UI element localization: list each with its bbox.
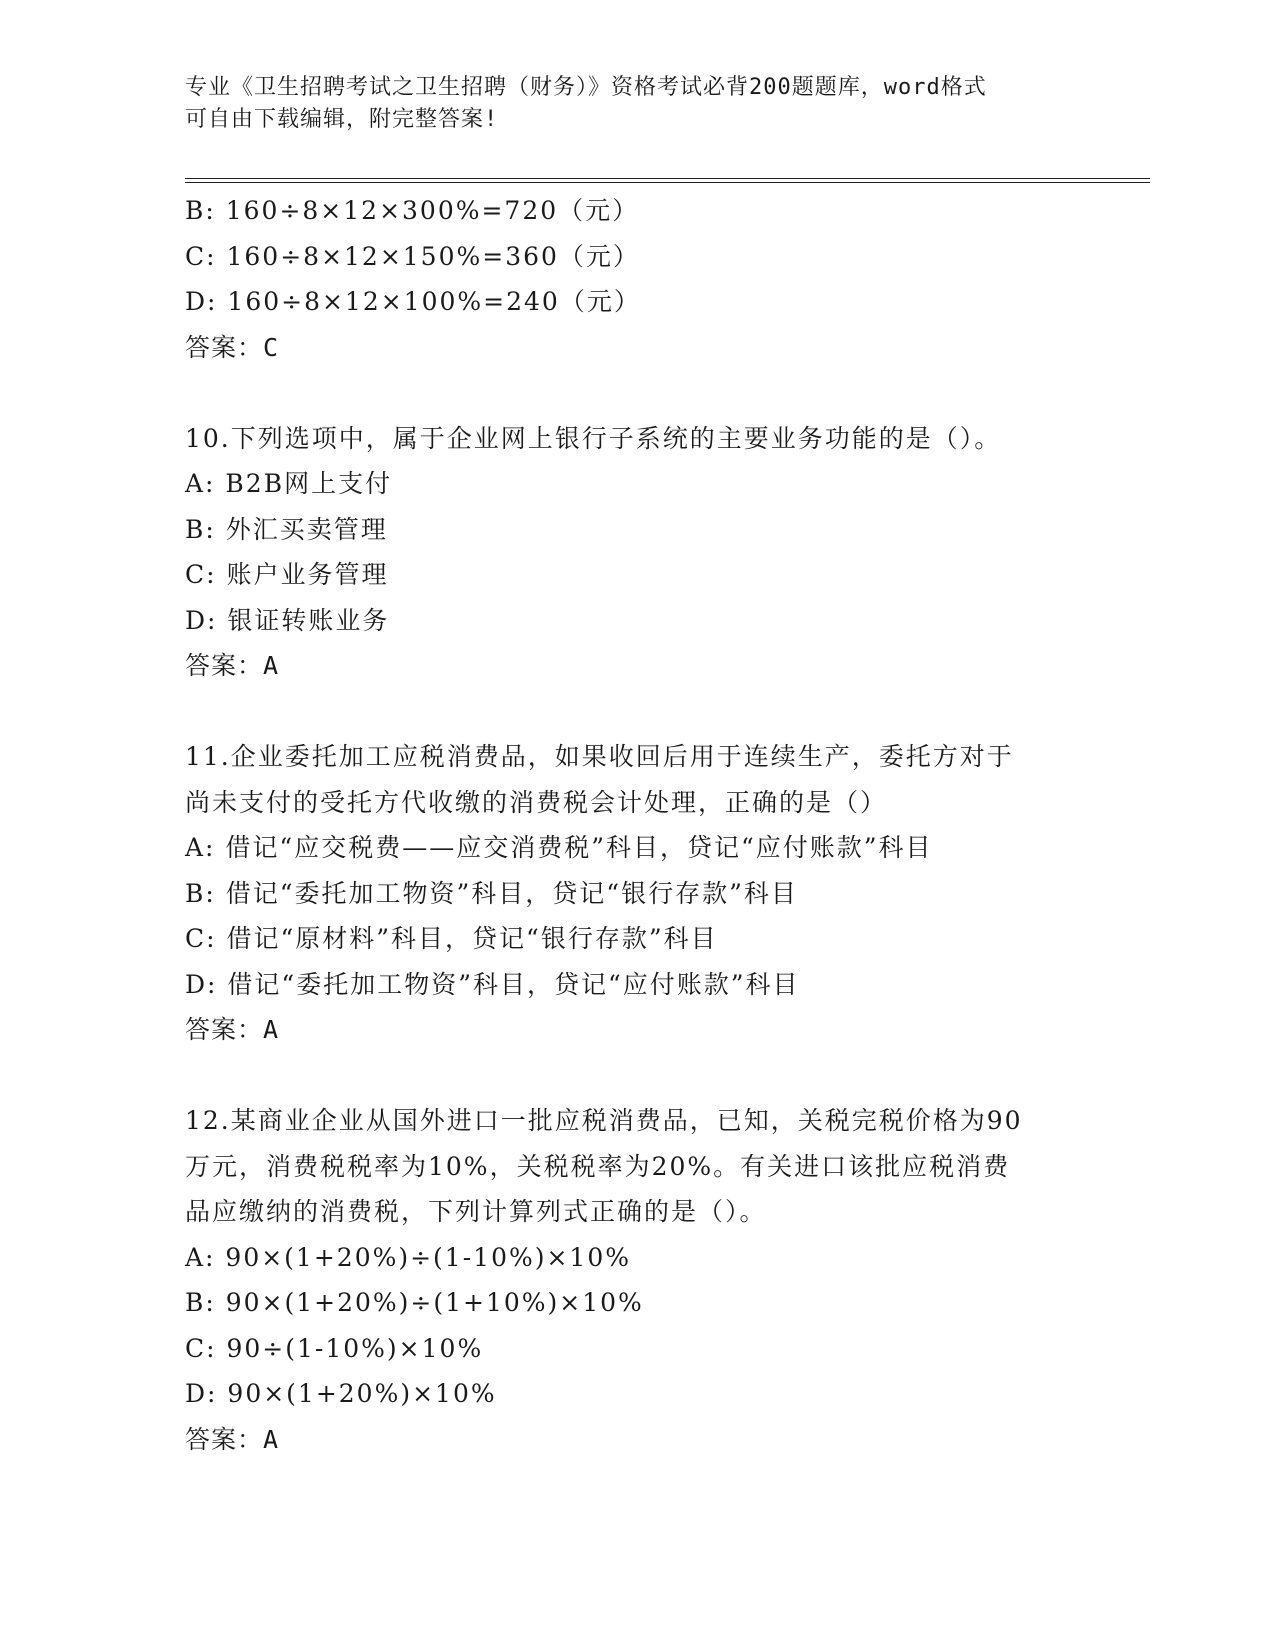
- answer-line: [185, 1007, 1085, 1053]
- option-d: D: 银证转账业务: [185, 605, 390, 635]
- option-d: D: 借记“委托加工物资”科目，贷记“应付账款”科目: [185, 969, 800, 999]
- option-c: C: 160÷8×12×150%=360（元）: [185, 241, 640, 271]
- question-stem: 10.下列选项中，属于企业网上银行子系统的主要业务功能的是（）。: [185, 423, 1002, 453]
- option-c: C: 90÷(1-10%)×10%: [185, 1333, 484, 1363]
- option-a: A: 90×(1+20%)÷(1-10%)×10%: [185, 1242, 631, 1272]
- answer-line: [185, 643, 1085, 689]
- question-block-12: [185, 1098, 1085, 1462]
- answer-label: 答案：: [185, 332, 264, 362]
- header-title-line-1: 专业《卫生招聘考试之卫生招聘（财务）》资格考试必背200题题库，word格式: [185, 75, 987, 100]
- page-header: [185, 72, 1065, 136]
- answer-line: [185, 325, 1085, 371]
- question-block-9: [185, 188, 1085, 370]
- question-block-10: [185, 416, 1085, 689]
- answer-label: 答案：: [185, 651, 264, 680]
- option-b: B: 160÷8×12×300%=720（元）: [185, 196, 640, 225]
- question-block-11: [185, 734, 1085, 1053]
- answer-label: 答案：: [185, 1424, 264, 1454]
- answer-value: A: [263, 651, 280, 680]
- question-stem-line-1: 12.某商业企业从国外进口一批应税消费品，已知，关税完税价格为90: [185, 1106, 1023, 1135]
- option-d: D: 160÷8×12×100%=240（元）: [185, 287, 641, 316]
- answer-label: 答案：: [185, 1015, 264, 1044]
- option-b: B: 外汇买卖管理: [185, 514, 388, 544]
- option-d: D: 90×(1+20%)×10%: [185, 1379, 497, 1408]
- option-c: C: 账户业务管理: [185, 560, 389, 589]
- header-divider: [185, 178, 1150, 183]
- question-stem-line-1: 11.企业委托加工应税消费品，如果收回后用于连续生产，委托方对于: [185, 742, 1014, 771]
- option-b: B: 90×(1+20%)÷(1+10%)×10%: [185, 1288, 644, 1317]
- option-c: C: 借记“原材料”科目，贷记“银行存款”科目: [185, 924, 718, 953]
- question-content: [185, 188, 1085, 1462]
- question-stem-line-2: 尚未支付的受托方代收缴的消费税会计处理，正确的是（）: [185, 787, 888, 817]
- answer-value: C: [263, 332, 280, 362]
- answer-value: A: [263, 1015, 280, 1044]
- option-a: A: 借记“应交税费——应交消费税”科目，贷记“应付账款”科目: [185, 833, 933, 862]
- spacer: [185, 1053, 1085, 1099]
- spacer: [185, 370, 1085, 416]
- spacer: [185, 689, 1085, 735]
- header-title-line-2: 可自由下载编辑，附完整答案!: [185, 107, 499, 132]
- answer-value: A: [263, 1424, 280, 1454]
- option-b: B: 借记“委托加工物资”科目，贷记“银行存款”科目: [185, 878, 798, 908]
- question-stem-line-3: 品应缴纳的消费税，下列计算列式正确的是（）。: [185, 1197, 767, 1226]
- answer-line: [185, 1417, 1085, 1463]
- question-stem-line-2: 万元，消费税税率为10%，关税税率为20%。有关进口该批应税消费: [185, 1151, 1011, 1181]
- option-a: A: B2B网上支付: [185, 469, 393, 498]
